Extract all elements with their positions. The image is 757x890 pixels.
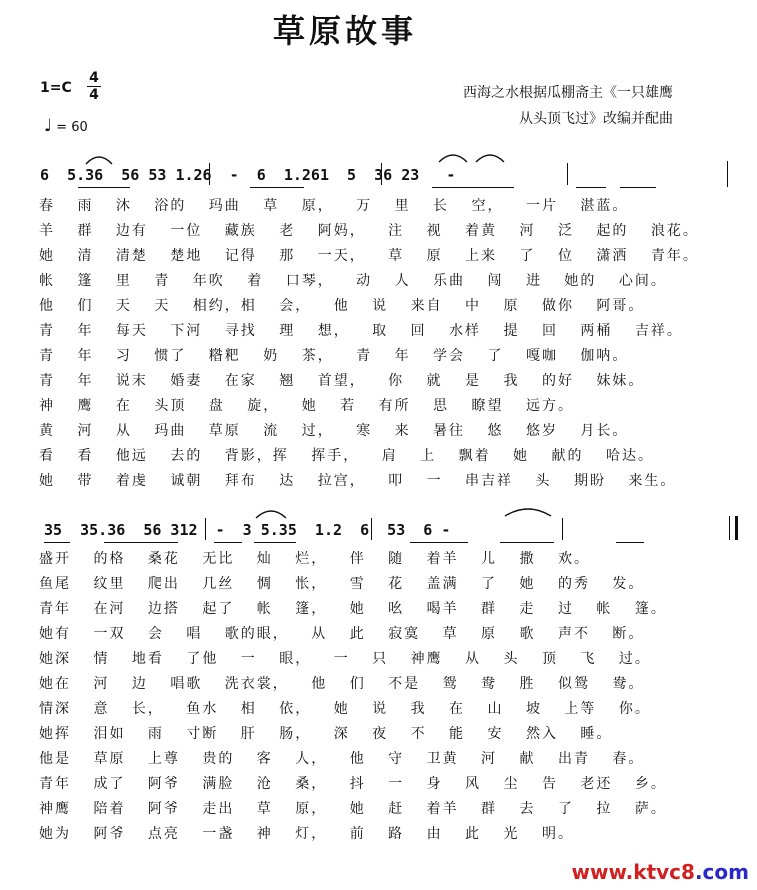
lyric-line: 羊 群 边有 一位 藏族 老 阿妈， 注 视 着黄 河 泛 起的 浪花。 — [39, 223, 699, 239]
lyric-line: 青年 成了 阿爷 满脸 沧 桑， 抖 一 身 风 尘 告 老还 乡。 — [39, 776, 667, 792]
lyric-line: 他 们 天 天 相约，相 会， 他 说 来自 中 原 做你 阿哥。 — [39, 298, 645, 314]
lyric-line: 她 带 着虔 诚朝 拜布 达 拉宫， 叩 一 串吉祥 头 期盼 来生。 — [39, 473, 677, 489]
lyric-line: 黄 河 从 玛曲 草原 流 过， 寒 来 暑往 悠 悠岁 月长。 — [39, 423, 629, 439]
lyric-line: 青 年 每天 下河 寻找 理 想， 取 回 水样 提 回 两桶 吉祥。 — [39, 323, 683, 339]
lyric-line: 看 看 他远 去的 背影，挥 挥手， 肩 上 飘着 她 献的 哈达。 — [39, 448, 654, 464]
time-signature — [86, 70, 102, 103]
lyric-line: 情深 意 长， 鱼水 相 依， 她 说 我 在 山 坡 上等 你。 — [39, 701, 651, 717]
tie-arc — [437, 150, 469, 164]
lyric-line: 她挥 泪如 雨 寸断 肝 肠， 深 夜 不 能 安 然入 睡。 — [39, 726, 613, 742]
lyric-line: 她深 情 地看 了他 一 眼， 一 只 神鹰 从 头 顶 飞 过。 — [39, 651, 651, 667]
lyric-line: 神 鹰 在 头顶 盘 旋， 她 若 有所 思 瞭望 远方。 — [39, 398, 574, 414]
tie-arc — [254, 506, 288, 520]
watermark-main: www.ktvc8 — [571, 860, 695, 884]
lyric-line: 盛开 的格 桑花 无比 灿 烂， 伴 随 着羊 儿 撒 欢。 — [39, 551, 590, 567]
lyric-line: 帐 篷 里 青 年吹 着 口琴， 动 人 乐曲 闯 进 她的 心间。 — [39, 273, 667, 289]
time-signature-top: 4 — [89, 70, 99, 86]
tie-arc — [84, 152, 114, 166]
tie-arc — [503, 504, 553, 518]
song-title: 草原故事 — [272, 12, 417, 50]
lyric-line: 她有 一双 会 唱 歌的眼， 从 此 寂寞 草 原 歌 声不 断。 — [39, 626, 645, 642]
credit-line-2: 从头顶飞过》改编并配曲 — [519, 111, 673, 127]
lyric-line: 他是 草原 上尊 贵的 客 人， 他 守 卫黄 河 献 出青 春。 — [39, 751, 645, 767]
tie-arc — [474, 150, 506, 164]
tempo-marking — [44, 116, 88, 136]
lyric-line: 神鹰 陪着 阿爷 走出 草 原， 她 赶 着羊 群 去 了 拉 萨。 — [39, 801, 667, 817]
lyric-line: 她 清 清楚 楚地 记得 那 一天， 草 原 上来 了 位 潇洒 青年。 — [39, 248, 699, 264]
lyric-line: 春 雨 沐 浴的 玛曲 草 原， 万 里 长 空， 一片 湛蓝。 — [39, 198, 629, 214]
site-watermark — [572, 860, 749, 884]
credits — [463, 80, 673, 132]
lyric-line: 鱼尾 纹里 爬出 几丝 惆 怅， 雪 花 盖满 了 她 的秀 发。 — [39, 576, 645, 592]
notation-row-1: 6 5.36 56 53 1.26 - 6 1.261 5 36 23 - — [40, 166, 456, 184]
quarter-note-icon: ♩ — [44, 116, 53, 136]
lyric-line: 青 年 习 惯了 糌粑 奶 茶， 青 年 学会 了 嘎咖 伽呐。 — [39, 348, 629, 364]
time-signature-bottom: 4 — [89, 87, 99, 103]
notation-row-2: 35 35.36 56 312 - 3 5.35 1.2 6 53 6 - — [44, 521, 451, 539]
key-signature: 1=C — [40, 80, 72, 96]
watermark-tail: .com — [694, 860, 749, 884]
lyric-line: 青 年 说末 婚妻 在家 翘 首望， 你 就 是 我 的好 妹妹。 — [39, 373, 645, 389]
lyric-line: 她为 阿爷 点亮 一盏 神 灯， 前 路 由 此 光 明。 — [39, 826, 574, 842]
tempo-value: = 60 — [56, 120, 88, 135]
lyric-line: 青年 在河 边搭 起了 帐 篷， 她 吆 喝羊 群 走 过 帐 篷。 — [39, 601, 667, 617]
credit-line-1: 西海之水根据瓜棚斋主《一只雄鹰 — [463, 85, 673, 101]
lyric-line: 她在 河 边 唱歌 洗衣裳， 他 们 不是 鸳 鸯 胜 似鸳 鸯。 — [39, 676, 645, 692]
